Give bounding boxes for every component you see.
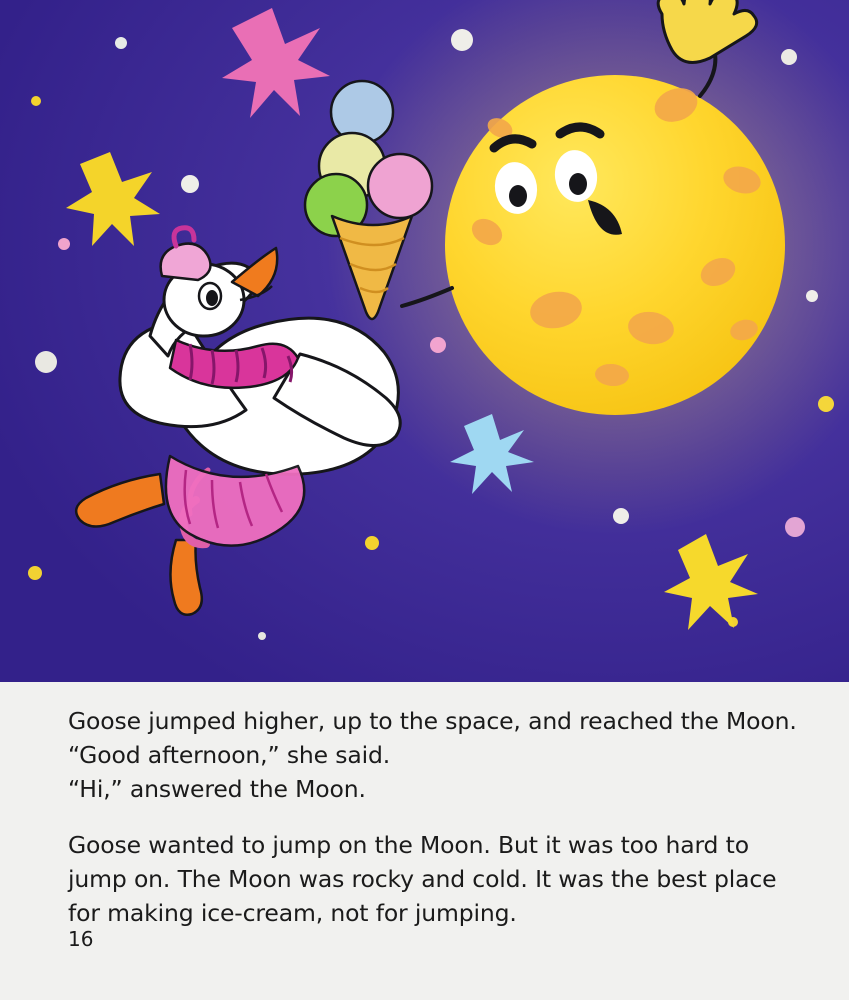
paragraph-one-line-3: “Hi,” answered the Moon. (68, 775, 366, 803)
paragraph-two-line-3: for making ice-cream, not for jumping. (68, 899, 517, 927)
paragraph-two-line-1: Goose wanted to jump on the Moon. But it was too hard to (68, 831, 749, 859)
paragraph-one-line-2: “Good afternoon,” she said. (68, 741, 391, 769)
story-text-area (0, 682, 849, 1000)
story-text-block (68, 704, 797, 952)
paragraph-two (68, 828, 788, 930)
paragraph-two-line-2: jump on. The Moon was rocky and cold. It was the best place (68, 865, 777, 893)
paragraph-one-line-1: Goose jumped higher, up to the space, and reached the Moon. (68, 707, 797, 735)
paragraph-one (68, 704, 797, 806)
page-number: 16 (68, 927, 94, 951)
